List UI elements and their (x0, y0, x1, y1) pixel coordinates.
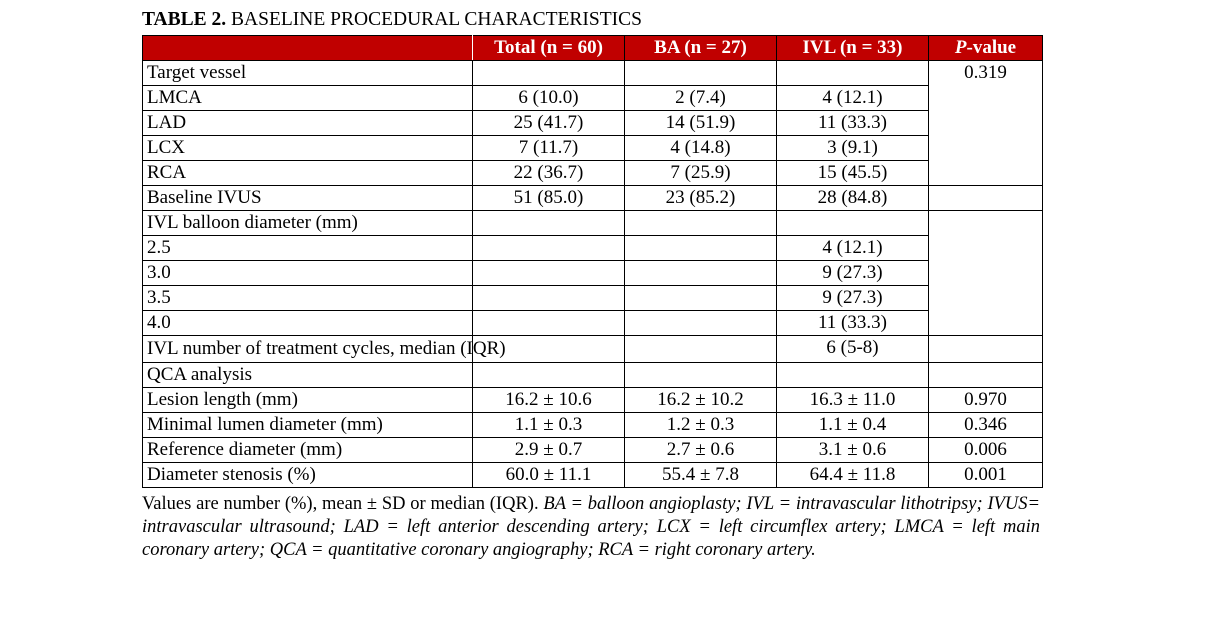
cell-pvalue: 0.319 (929, 61, 1043, 186)
cell-total (473, 61, 625, 86)
table-row (143, 311, 1043, 336)
table-row (143, 86, 1043, 111)
cell-ivl: 9 (27.3) (777, 261, 929, 286)
row-label: 3.5 (143, 286, 473, 311)
cell-total (473, 261, 625, 286)
cell-ba: 4 (14.8) (625, 136, 777, 161)
row-label: IVL balloon diameter (mm) (143, 211, 473, 236)
table-row (143, 186, 1043, 211)
cell-ivl (777, 61, 929, 86)
cell-ba (625, 336, 777, 362)
cell-pvalue: 0.970 (929, 387, 1043, 412)
row-label: 4.0 (143, 311, 473, 336)
row-label: 2.5 (143, 236, 473, 261)
header-pvalue-italic: P (954, 37, 967, 59)
table-header (143, 36, 1043, 61)
cell-pvalue (929, 211, 1043, 336)
header-row (143, 36, 1043, 61)
cell-ba (625, 286, 777, 311)
cell-pvalue: 0.006 (929, 437, 1043, 462)
cell-ivl: 3.1 ± 0.6 (777, 437, 929, 462)
table-row (143, 336, 1043, 362)
cell-total: 6 (10.0) (473, 86, 625, 111)
cell-ivl: 15 (45.5) (777, 161, 929, 186)
cell-total (473, 211, 625, 236)
cell-total (473, 236, 625, 261)
footnote-lead: Values are number (%), mean ± SD or median (IQR). (142, 493, 544, 514)
row-label: LCX (143, 136, 473, 161)
cell-pvalue: 0.001 (929, 462, 1043, 487)
cell-ba (625, 61, 777, 86)
header-cell-ivl: IVL (n = 33) (777, 36, 929, 61)
cell-ba: 23 (85.2) (625, 186, 777, 211)
row-label: RCA (143, 161, 473, 186)
cell-pvalue (929, 336, 1043, 362)
row-label: Lesion length (mm) (143, 387, 473, 412)
cell-total: 2.9 ± 0.7 (473, 437, 625, 462)
cell-total: 7 (11.7) (473, 136, 625, 161)
cell-ivl: 11 (33.3) (777, 311, 929, 336)
row-label: Baseline IVUS (143, 186, 473, 211)
table-row (143, 136, 1043, 161)
cell-total: 51 (85.0) (473, 186, 625, 211)
cell-total (473, 286, 625, 311)
cell-total: 60.0 ± 11.1 (473, 462, 625, 487)
cell-pvalue: 0.346 (929, 412, 1043, 437)
table-row (143, 61, 1043, 86)
cell-ba (625, 236, 777, 261)
table-caption-title: BASELINE PROCEDURAL CHARACTERISTICS (226, 9, 643, 30)
row-label: Target vessel (143, 61, 473, 86)
table-row (143, 412, 1043, 437)
cell-ba (625, 311, 777, 336)
table-caption (142, 8, 1210, 31)
table-caption-label: TABLE 2. (142, 9, 227, 30)
cell-ba (625, 261, 777, 286)
table-row (143, 362, 1043, 387)
cell-ba: 14 (51.9) (625, 111, 777, 136)
table-row (143, 111, 1043, 136)
cell-total: 25 (41.7) (473, 111, 625, 136)
cell-total (473, 311, 625, 336)
cell-total (473, 362, 625, 387)
header-cell-pvalue (929, 36, 1043, 61)
table-row (143, 161, 1043, 186)
table-row (143, 462, 1043, 487)
table-row (143, 387, 1043, 412)
table-body (143, 61, 1043, 487)
cell-total: 1.1 ± 0.3 (473, 412, 625, 437)
header-cell-ba: BA (n = 27) (625, 36, 777, 61)
cell-ba: 2 (7.4) (625, 86, 777, 111)
row-label: 3.0 (143, 261, 473, 286)
row-label: Diameter stenosis (%) (143, 462, 473, 487)
table-row (143, 211, 1043, 236)
footnote-abbreviations: BA = balloon angioplasty; IVL = intravascular lithotripsy; IVUS= intravascular ultrasound; LAD = left anterior descending artery; LCX = left circumflex artery; LMCA = left main coronary artery; QCA = quantitative coronary angiography; RCA = right coronary artery. (142, 493, 1040, 560)
row-label: Minimal lumen diameter (mm) (143, 412, 473, 437)
header-cell-blank (143, 36, 473, 61)
cell-ivl: 9 (27.3) (777, 286, 929, 311)
table-row (143, 236, 1043, 261)
cell-ba: 2.7 ± 0.6 (625, 437, 777, 462)
cell-ivl: 6 (5-8) (777, 336, 929, 362)
cell-ivl: 64.4 ± 11.8 (777, 462, 929, 487)
cell-ivl: 16.3 ± 11.0 (777, 387, 929, 412)
header-cell-total: Total (n = 60) (473, 36, 625, 61)
header-pvalue-rest: -value (966, 37, 1017, 59)
cell-ivl: 4 (12.1) (777, 236, 929, 261)
row-label: Reference diameter (mm) (143, 437, 473, 462)
row-label: QCA analysis (143, 362, 473, 387)
cell-pvalue (929, 186, 1043, 211)
cell-ivl: 1.1 ± 0.4 (777, 412, 929, 437)
table-footnote (142, 493, 1040, 562)
cell-ivl (777, 362, 929, 387)
cell-pvalue (929, 362, 1043, 387)
cell-ba: 1.2 ± 0.3 (625, 412, 777, 437)
row-label: LMCA (143, 86, 473, 111)
table-row (143, 261, 1043, 286)
cell-ivl (777, 211, 929, 236)
cell-total: 16.2 ± 10.6 (473, 387, 625, 412)
cell-total: 22 (36.7) (473, 161, 625, 186)
procedural-characteristics-table (142, 35, 1043, 487)
table-row (143, 286, 1043, 311)
table-row (143, 437, 1043, 462)
cell-ba (625, 211, 777, 236)
cell-ba: 16.2 ± 10.2 (625, 387, 777, 412)
cell-ivl: 4 (12.1) (777, 86, 929, 111)
cell-ba (625, 362, 777, 387)
cell-ivl: 11 (33.3) (777, 111, 929, 136)
cell-ivl: 3 (9.1) (777, 136, 929, 161)
row-label: LAD (143, 111, 473, 136)
row-label: IVL number of treatment cycles, median (IQR) (143, 336, 473, 362)
cell-ba: 7 (25.9) (625, 161, 777, 186)
cell-ivl: 28 (84.8) (777, 186, 929, 211)
cell-ba: 55.4 ± 7.8 (625, 462, 777, 487)
